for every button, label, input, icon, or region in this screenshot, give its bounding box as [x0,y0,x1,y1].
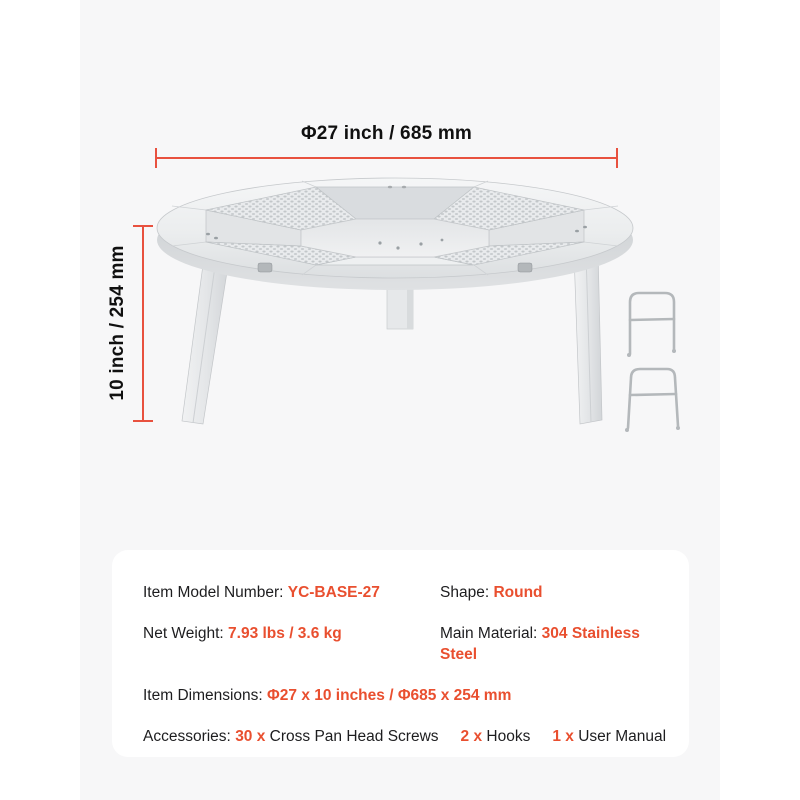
height-dimension-label: 10 inch / 254 mm [107,245,128,401]
spec-value: Round [493,584,543,601]
spec-label: Net Weight: [143,625,224,642]
spec-value: YC-BASE-27 [287,584,380,601]
spec-row-2 [143,623,667,665]
accessory-hooks [461,726,531,747]
fire-pit-table-illustration [80,90,720,470]
spec-row-1 [143,582,667,603]
accessory-qty: 30 x [235,728,266,745]
spec-value: 7.93 lbs / 3.6 kg [228,625,342,642]
spec-item-model [143,582,440,603]
spec-value: Φ27 x 10 inches / Φ685 x 254 mm [267,687,512,704]
spec-row-accessories [143,726,667,747]
left-leg [182,250,230,424]
wire-hook-1 [627,293,676,357]
spec-label: Item Model Number: [143,584,284,601]
accessory-name: User Manual [578,728,667,745]
spec-material [440,623,667,665]
spec-label: Shape: [440,584,490,601]
accessory-qty: 2 x [460,728,483,745]
spec-net-weight [143,623,440,644]
spec-row-3 [143,685,667,706]
diameter-dimension-label: Φ27 inch / 685 mm [300,123,473,144]
wire-hook-2 [625,369,680,432]
spec-label: Item Dimensions: [143,687,263,704]
table-top [157,178,633,290]
accessory-name: Cross Pan Head Screws [269,728,439,745]
spec-item-dimensions [143,685,511,706]
center-plate [301,219,489,257]
accessory-manual [552,726,666,747]
spec-value: 304 Stainless Steel [440,625,640,663]
accessory-screws [143,726,439,747]
spec-panel [112,550,689,757]
right-leg [574,250,602,424]
accessory-qty: 1 x [552,728,574,745]
spec-label: Accessories: [143,728,231,745]
spec-shape [440,582,543,603]
accessory-name: Hooks [486,728,531,745]
spec-label: Main Material: [440,625,538,642]
